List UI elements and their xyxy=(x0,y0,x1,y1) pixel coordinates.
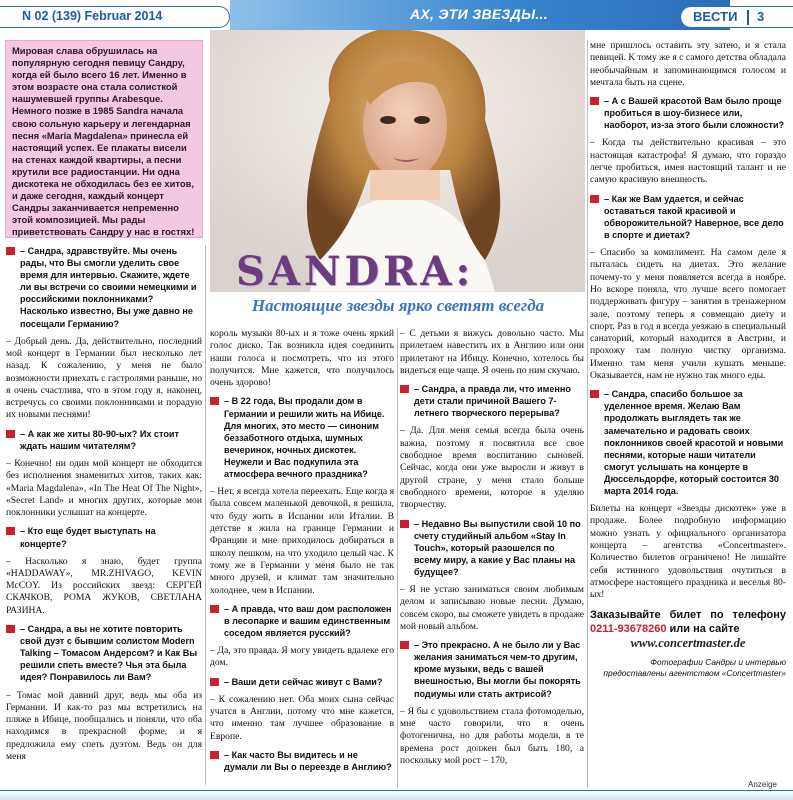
answer: – Томас мой давний друг, ведь мы оба из Германии. И как-то раз мы встретились на пляже в Ибице, пообщались и поняли, что оба находимся в прекрасной форме, и я предложила ему спеть дуэтом. Ведь он для меня xyxy=(6,689,202,763)
column-divider xyxy=(205,245,206,785)
answer: – С детьми я вижусь довольно часто. Мы прилетаем навестить их в Англию или они прилетают на Ибицу. Конечно, хотелось бы видеться еще чаще. Я очень по ним скучаю. xyxy=(400,328,584,376)
anzeige-label: Anzeige xyxy=(748,780,777,789)
answer: – Спасибо за комплимент. На самом деле я пыталась сидеть на диетах. Это желание почему-то у меня появляется всегда в ноябре. Но вскоре поняла, что лучше всего помогает поддерживать фигуру – занятия в тренажерном зале, поэтому теперь я совмещаю диету и спорт. Раз в год я всегда уезжаю в специальный санаторий, который находится в Австрии, и прохожу там полную чистку организма. Именно там меня учили кушать меньше. Оказывается, нам не нужно так много еды. xyxy=(590,247,786,381)
column-3 xyxy=(400,328,584,773)
answer: король музыки 80-ых и я тоже очень яркий голос диско. Так возникла идея соединить наши голоса и посмотреть, что из этого получится. Мне кажется, что получилось очень здорово! xyxy=(210,328,394,389)
answer: – Насколько я знаю, будет группа «HADDAWAY», MR.ZHIVAGO, KEVIN McCOY. Из российских звезд: СЕРГЕЙ СКАЧКОВ, РОМА ЖУКОВ, СВЕТЛАНА РАЗИНА. xyxy=(6,555,202,616)
question: – Сандра, а правда ли, что именно дети стали причиной Вашего 7-летнего творческого перерыва? xyxy=(400,383,584,419)
order-phone: 0211-93678260 xyxy=(590,622,667,635)
question: – Как же Вам удается, и сейчас оставаться такой красивой и обворожительной? Наверное, все дело в спорте и диетах? xyxy=(590,193,786,241)
article-subtitle: Настоящие звезды ярко светят всегда xyxy=(251,296,545,315)
bottom-strip xyxy=(0,790,793,800)
question: – Как часто Вы видитесь и не думали ли Вы о переезде в Англию? xyxy=(210,749,394,773)
answer: Билеты на концерт «Звезды дискотек» уже в продаже. Более подробную информацию можно узнать у официального организатора концерта – агентства «Concertmaster». Количество билетов ограничено! Не лишайте себя истинного удовольствия очутиться в атмосфере настоящего праздника и веселья 80-ых! xyxy=(590,503,786,601)
ticket-order xyxy=(590,608,786,651)
intro-box xyxy=(5,40,203,238)
answer: – Конечно! ни один мой концерт не обходится без исполнения знаменитых хитов, таких как: «Maria Magdalena», «In The Heat Of The Night», «Secret Land» и многих других, которые мои поклонники услышат на концерте. xyxy=(6,457,202,519)
question: – А с Вашей красотой Вам было проще пробиться в шоу-бизнесе или, наоборот, из-за этого были сложности? xyxy=(590,95,786,131)
divider xyxy=(747,10,749,25)
section-band xyxy=(230,0,730,30)
answer: – К сожалению нет. Оба моих сына сейчас учатся в Англии, потому что мне кажется, что именно там лучшее образование в Европе. xyxy=(210,693,394,742)
section-title: АХ, ЭТИ ЗВЕЗДЫ... xyxy=(410,6,548,22)
answer: – Добрый день. Да, действительно, последний мой концерт в Германии был несколько лет назад. К сожалению, у меня не было возможности приехать с гастролями раньше, но я очень счастлива, что в этом году я, наконец, встречусь со своими поклонниками и порадую их новыми песнями! xyxy=(6,335,202,421)
article-title: SANDRA: xyxy=(236,248,475,295)
question: – Сандра, здравствуйте. Мы очень рады, что Вы смогли уделить свое время для интервью. Скажите, ждете ли вы встречи со своими немецкими и российскими поклонниками? Насколько известно, Вы уже давно не посещали Германию? xyxy=(6,245,202,330)
page-header xyxy=(0,0,793,30)
column-divider xyxy=(587,40,588,788)
issue-label: N 02 (139) Februar 2014 xyxy=(22,9,163,23)
question: – Это прекрасно. А не было ли у Вас желания заниматься чем-то другим, кроме музыки, ведь с вашей внешностью, Вы могли бы покорять подиумы или стать актрисой? xyxy=(400,639,584,699)
order-text: Заказывайте билет по телефону xyxy=(590,608,786,621)
answer: – Да. Для меня семья всегда была очень важна, поэтому я посвятила все свое свободное время воспитанию сыновей. Сейчас, когда они уже выросли и живут в другой стране, у меня стало больше свободного времени, которое я уделяю творчеству. xyxy=(400,425,584,511)
answer: мне пришлось оставить эту затею, и я стала певицей. К тому же я с самого детства обладала необычайным и запоминающимся голосом и мечтала быть на сцене. xyxy=(590,40,786,88)
question: – А как же хиты 80-90-ых? Их стоит ждать нашим читателям? xyxy=(6,428,202,452)
column-divider xyxy=(397,328,398,788)
order-or: или на сайте xyxy=(669,622,740,635)
question: – Ваши дети сейчас живут с Вами? xyxy=(210,676,394,688)
column-1 xyxy=(6,245,202,769)
question: – А правда, что ваш дом расположен в лесопарке и вашим единственным соседом является русский? xyxy=(210,603,394,639)
question: – Сандра, а вы не хотите повторить свой дуэт с бывшим солистом Modern Talking – Томасом Андерсом? и Как Вы решили спеть вместе? Чья эта была идея? Понравилось ли Вам? xyxy=(6,623,202,683)
answer: – Да, это правда. Я могу увидеть вдалеке его дом. xyxy=(210,645,394,669)
answer: – Я не устаю заниматься своим любимым делом и записываю новые песни. Думаю, совсем скоро, вы сможете увидеть в продаже мой новый альбом. xyxy=(400,584,584,632)
question: – Кто еще будет выступать на концерте? xyxy=(6,525,202,549)
answer: – Когда ты действительно красивая – это настоящая катастрофа! Я думаю, что гораздо легче пробиться, имея настоящий талант и не самую красивую внешность. xyxy=(590,137,786,186)
answer: – Нет, я всегда хотела переехать. Еще когда я была совсем маленькой девочкой, я решила, что буду жить в Испании или Италии. В детстве я жила на границе Германии и Франции и мне приходилось добираться в школу пешком, на что уходило целый час. К тому же в Германии у меня было не так много друзей, и климат там значительно холоднее, чем в Испании. xyxy=(210,486,394,596)
answer: – Я бы с удовольствием стала фотомоделью, мне часто говорили, что я очень фотогенична, но для работы модели, в те времена рост должен был быть 180, а поскольку мой рост – 170, xyxy=(400,705,584,766)
column-2 xyxy=(210,328,394,779)
paper-name: ВЕСТИ xyxy=(693,9,738,24)
question: – Недавно Вы выпустили свой 10 по счету студийный альбом «Stay In Touch», который разошелся по всему миру, а какие у Вас планы на будущее? xyxy=(400,518,584,578)
issue-tab xyxy=(0,6,230,28)
question: – В 22 года, Вы продали дом в Германии и решили жить на Ибице. Для многих, это место — синоним беззаботного отдыха, шумных вечеринок, ночных дискотек. Неужели и Вас подкупила эта атмосфера вечного праздника? xyxy=(210,395,394,480)
page-number: 3 xyxy=(757,9,765,24)
photo-credits: Фотографии Сандры и интервью предоставлены агентством «Concertmaster» xyxy=(603,656,786,678)
intro-text: Мировая слава обрушилась на популярную сегодня певицу Сандру, когда ей было всего 16 лет. Именно в этом возрасте она стала солисткой нашумевшей группы Arabesque. Немного позже в 1985 Sandra начала свою сольную карьеру и легендарная песня «Maria Magdalena» принесла ей настоящий успех. Ее плакаты висели на стенах каждой квартиры, а песни крутили все радиостанции. Ни одна дискотека не обходилась без ее хитов, и даже сегодня, каждый концерт Сандры заканчивается непременно этой композицией. Мы рады приветствовать Сандру у нас в гостях! xyxy=(12,45,195,238)
page-tab xyxy=(680,6,793,28)
order-site-link[interactable]: www.concertmaster.de xyxy=(630,635,746,650)
column-4 xyxy=(590,40,786,685)
question: – Сандра, спасибо большое за уделенное время. Желаю Вам продолжать выглядеть так же замечательно и радовать своих поклонников своей красотой и новыми песнями, которые наши читатели смогут услышать на концерте в Дюссельдорфе, который состоится 30 марта 2014 года. xyxy=(590,388,786,497)
